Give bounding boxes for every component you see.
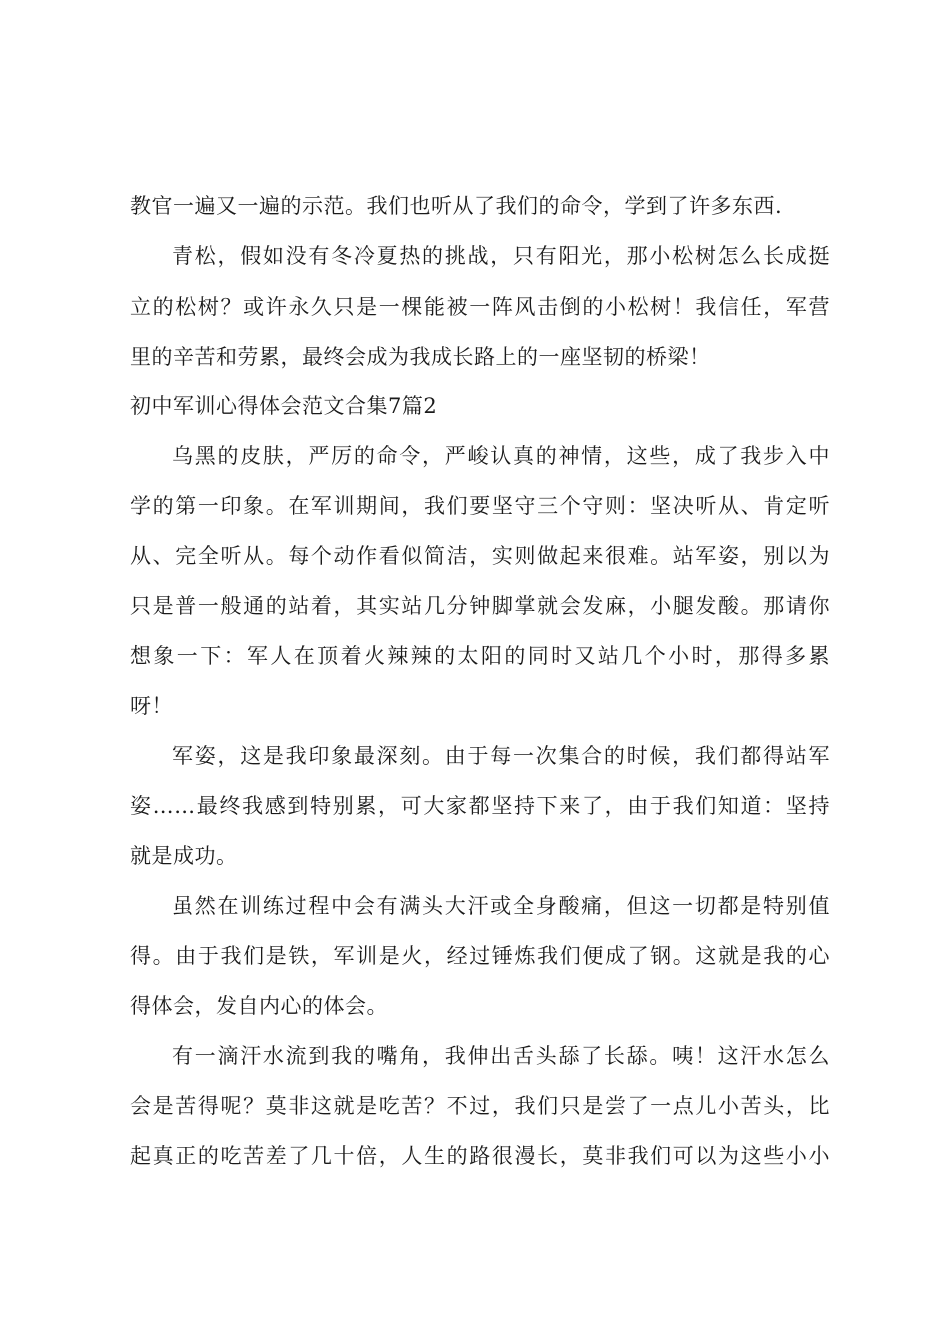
paragraph-line: 得。由于我们是铁，军训是火，经过锤炼我们便成了钢。这就是我的心 bbox=[130, 944, 830, 968]
paragraph-line: 教官一遍又一遍的示范。我们也听从了我们的命令，学到了许多东西. bbox=[130, 194, 783, 218]
paragraph-line: 里的辛苦和劳累，最终会成为我成长路上的一座坚韧的桥梁！ bbox=[130, 345, 711, 369]
paragraph-line: 得体会，发自内心的体会。 bbox=[130, 994, 388, 1018]
paragraph-line: 呀！ bbox=[130, 694, 173, 718]
paragraph-line: 想象一下：军人在顶着火辣辣的太阳的同时又站几个小时，那得多累 bbox=[130, 644, 830, 668]
paragraph-line: 就是成功。 bbox=[130, 844, 238, 868]
paragraph-line: 起真正的吃苦差了几十倍，人生的路很漫长，莫非我们可以为这些小小 bbox=[130, 1144, 830, 1168]
paragraph-line: 有一滴汗水流到我的嘴角，我伸出舌头舔了长舔。咦！这汗水怎么 bbox=[172, 1044, 830, 1068]
paragraph-line: 姿……最终我感到特别累，可大家都坚持下来了，由于我们知道：坚持 bbox=[130, 794, 830, 818]
paragraph-line: 军姿，这是我印象最深刻。由于每一次集合的时候，我们都得站军 bbox=[172, 744, 830, 768]
paragraph-line: 立的松树？或许永久只是一棵能被一阵风击倒的小松树！我信任，军营 bbox=[130, 295, 830, 319]
paragraph-line: 乌黑的皮肤，严厉的命令，严峻认真的神情，这些，成了我步入中 bbox=[172, 444, 830, 468]
paragraph-line: 会是苦得呢？莫非这就是吃苦？不过，我们只是尝了一点儿小苦头，比 bbox=[130, 1094, 830, 1118]
paragraph-line: 从、完全听从。每个动作看似简洁，实则做起来很难。站军姿，别以为 bbox=[130, 544, 830, 568]
paragraph-line: 学的第一印象。在军训期间，我们要坚守三个守则：坚决听从、肯定听 bbox=[130, 494, 830, 518]
section-heading: 初中军训心得体会范文合集7篇2 bbox=[130, 394, 438, 418]
paragraph-line: 虽然在训练过程中会有满头大汗或全身酸痛，但这一切都是特别值 bbox=[172, 894, 830, 918]
paragraph-line: 青松，假如没有冬冷夏热的挑战，只有阳光，那小松树怎么长成挺 bbox=[172, 244, 830, 268]
paragraph-line: 只是普一般通的站着，其实站几分钟脚掌就会发麻，小腿发酸。那请你 bbox=[130, 594, 830, 618]
